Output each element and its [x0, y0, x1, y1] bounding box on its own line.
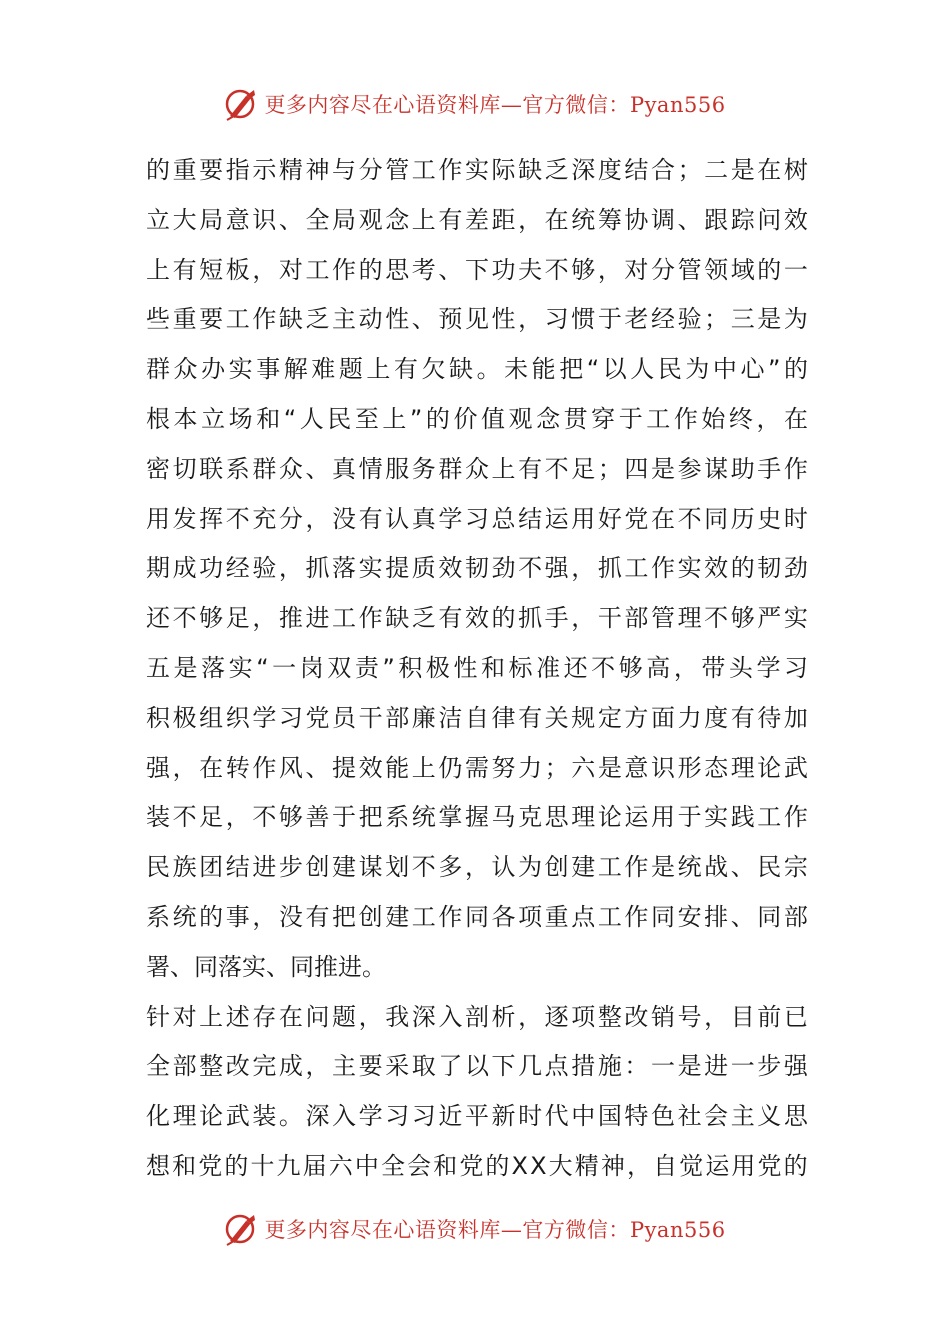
pen-logo-icon	[224, 86, 260, 122]
text-line: 用 发 挥 不 充 分 ， 没 有 认 真 学 习 总 结 运 用 好 党 在 不 同 历 史 时	[146, 504, 808, 533]
text-line: 化 理 论 武 装 。 深 入 学 习 习 近 平 新 时 代 中 国 特 色 社 会 主 义 思	[146, 1102, 808, 1131]
text-line: 系 统 的 事 ， 没 有 把 创 建 工 作 同 各 项 重 点 工 作 同 安 排 、 同 部	[146, 902, 808, 931]
text-line: 些 重 要 工 作 缺 乏 主 动 性 、 预 见 性 ， 习 惯 于 老 经 验 ； 三 是 为	[146, 305, 808, 334]
text-line: 强 ， 在 转 作 风 、 提 效 能 上 仍 需 努 力 ； 六 是 意 识 形 态 理 论 武	[146, 753, 808, 782]
text-line: 立 大 局 意 识 、 全 局 观 念 上 有 差 距 ， 在 统 筹 协 调 、 跟 踪 问 效	[146, 205, 808, 234]
document-body	[146, 146, 808, 1192]
text-line: 密 切 联 系 群 众 、 真 情 服 务 群 众 上 有 不 足 ； 四 是 参 谋 助 手 作	[146, 454, 808, 483]
text-line: 署、同落实、同推进。	[146, 952, 386, 981]
text-line: 根 本 立 场 和 “ 人 民 至 上 ” 的 价 值 观 念 贯 穿 于 工 作 始 终 ， 在	[146, 404, 808, 433]
text-line: 民 族 团 结 进 步 创 建 谋 划 不 多 ， 认 为 创 建 工 作 是 统 战 、 民 宗	[146, 853, 808, 882]
wechat-id: Pyan556	[629, 1218, 726, 1242]
text-line: 上 有 短 板 ， 对 工 作 的 思 考 、 下 功 夫 不 够 ， 对 分 管 领 域 的 一	[146, 255, 808, 284]
header-banner	[0, 84, 950, 124]
banner-text: 更多内容尽在心语资料库—官方微信：	[264, 93, 630, 117]
text-line: 积 极 组 织 学 习 党 员 干 部 廉 洁 自 律 有 关 规 定 方 面 力 度 有 待 加	[146, 703, 808, 732]
text-line: 全 部 整 改 完 成 ， 主 要 采 取 了 以 下 几 点 措 施 ： 一 是 进 一 步 强	[146, 1052, 808, 1081]
text-line: 五 是 落 实 “ 一 岗 双 责 ” 积 极 性 和 标 准 还 不 够 高 ， 带 头 学 习	[146, 653, 808, 682]
text-line: 还 不 够 足 ， 推 进 工 作 缺 乏 有 效 的 抓 手 ， 干 部 管 理 不 够 严 实	[146, 604, 808, 633]
text-line: 期 成 功 经 验 ， 抓 落 实 提 质 效 韧 劲 不 强 ， 抓 工 作 实 效 的 韧 劲	[146, 554, 808, 583]
text-line: 想 和 党 的 十 九 届 六 中 全 会 和 党 的 X X 大 精 神 ， 自 觉 运 用 党 的	[146, 1151, 808, 1180]
banner-text: 更多内容尽在心语资料库—官方微信：	[264, 1218, 630, 1242]
pen-logo-icon	[224, 1211, 260, 1247]
text-line: 的 重 要 指 示 精 神 与 分 管 工 作 实 际 缺 乏 深 度 结 合 ； 二 是 在 树	[146, 156, 808, 184]
wechat-id: Pyan556	[629, 93, 726, 117]
footer-banner	[0, 1209, 950, 1249]
text-line: 针 对 上 述 存 在 问 题 ， 我 深 入 剖 析 ， 逐 项 整 改 销 号 ， 目 前 已	[146, 1002, 808, 1031]
text-line: 装 不 足 ， 不 够 善 于 把 系 统 掌 握 马 克 思 理 论 运 用 于 实 践 工 作	[146, 803, 808, 832]
text-line: 群 众 办 实 事 解 难 题 上 有 欠 缺 。 未 能 把 “ 以 人 民 为 中 心 ” 的	[146, 355, 808, 384]
